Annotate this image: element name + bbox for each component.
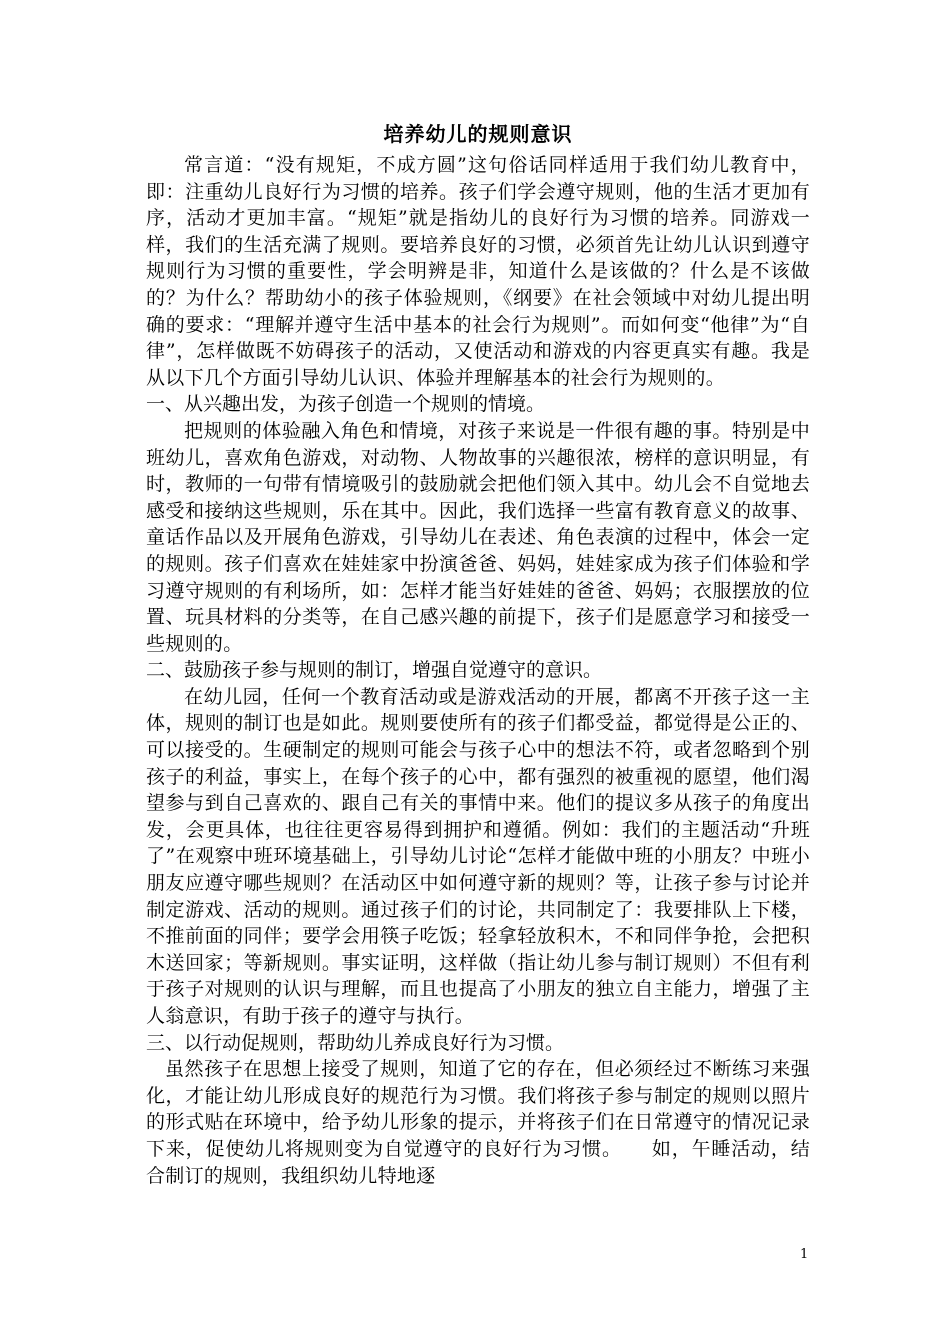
section-3-paragraph: 虽然孩子在思想上接受了规则，知道了它的存在，但必须经过不断练习来强化，才能让幼儿形成良好的规范行为习惯。我们将孩子参与制定的规则以照片的形式贴在环境中，给予幼儿形象的提示，并将孩子们在日常遵守的情况记录下来，促使幼儿将规则变为自觉遵守的良好行为习惯。 如，午睡活动，结合制订的规则，我组织幼儿特地逐 — [146, 1058, 810, 1187]
document-title: 培养幼儿的规则意识 — [383, 122, 573, 146]
page-number: 1 — [800, 1247, 809, 1262]
section-1-paragraph: 把规则的体验融入角色和情境，对孩子来说是一件很有趣的事。特别是中班幼儿，喜欢角色游戏，对动物、人物故事的兴趣很浓，榜样的意识明显，有时，教师的一句带有情境吸引的鼓励就会把他们领入其中。幼儿会不自觉地去感受和接纳这些规则，乐在其中。因此，我们选择一些富有教育意义的故事、童话作品以及开展角色游戏，引导幼儿在表述、角色表演的过程中，体会一定的规则。孩子们喜欢在娃娃家中扮演爸爸、妈妈，娃娃家成为孩子们体验和学习遵守规则的有利场所，如：怎样才能当好娃娃的爸爸、妈妈；衣服摆放的位置、玩具材料的分类等，在自己感兴趣的前提下，孩子们是愿意学习和接受一些规则的。 — [146, 419, 810, 655]
section-2-heading: 二、鼓励孩子参与规则的制订，增强自觉遵守的意识。 — [146, 659, 603, 682]
document-page — [146, 118, 810, 1189]
section-2-paragraph: 在幼儿园，任何一个教育活动或是游戏活动的开展，都离不开孩子这一主体，规则的制订也是如此。规则要使所有的孩子们都受益，都觉得是公正的、可以接受的。生硬制定的规则可能会与孩子心中的想法不符，或者忽略到个别孩子的利益，事实上，在每个孩子的心中，都有强烈的被重视的愿望，他们渴望参与到自己喜欢的、跟自己有关的事情中来。他们的提议多从孩子的角度出发，会更具体，也往往更容易得到拥护和遵循。例如：我们的主题活动“升班了”在观察中班环境基础上，引导幼儿讨论“怎样才能做中班的小朋友？中班小朋友应遵守哪些规则？在活动区中如何遵守新的规则？等，让孩子参与讨论并制定游戏、活动的规则。通过孩子们的讨论，共同制定了：我要排队上下楼，不推前面的同伴；要学会用筷子吃饭；轻拿轻放积木，不和同伴争抢，会把积木送回家；等新规则。事实证明，这样做（指让幼儿参与制订规则）不但有利于孩子对规则的认识与理解，而且也提高了小朋友的独立自主能力，增强了主人翁意识，有助于孩子的遵守与执行。 — [146, 685, 810, 1027]
section-1-heading: 一、从兴趣出发，为孩子创造一个规则的情境。 — [146, 393, 546, 416]
section-3-heading: 三、以行动促规则，帮助幼儿养成良好行为习惯。 — [146, 1031, 565, 1054]
intro-paragraph: 常言道：“没有规矩，不成方圆”这句俗话同样适用于我们幼儿教育中，即：注重幼儿良好行为习惯的培养。孩子们学会遵守规则，他的生活才更加有序，活动才更加丰富。“规矩”就是指幼儿的良好行为习惯的培养。同游戏一样，我们的生活充满了规则。要培养良好的习惯，必须首先让幼儿认识到遵守规则行为习惯的重要性，学会明辨是非，知道什么是该做的？什么是不该做的？为什么？帮助幼小的孩子体验规则，《纲要》在社会领域中对幼儿提出明确的要求：“理解并遵守生活中基本的社会行为规则”。而如何变“他律”为“自律”，怎样做既不妨碍孩子的活动，又使活动和游戏的内容更真实有趣。我是从以下几个方面引导幼儿认识、体验并理解基本的社会行为规则的。 — [146, 154, 810, 389]
